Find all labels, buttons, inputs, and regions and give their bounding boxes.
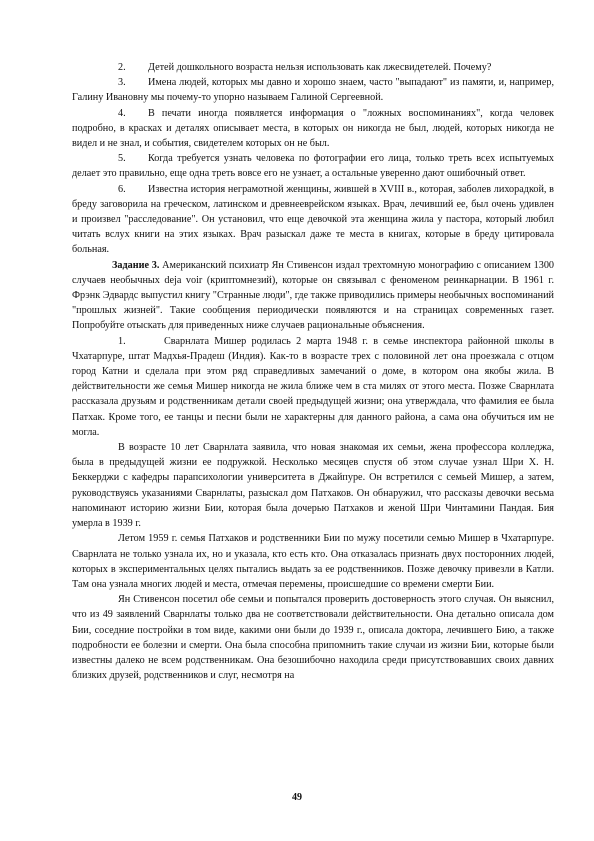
list-item	[72, 182, 554, 258]
list-item-text: Детей дошкольного возраста нельзя использовать как лжесвидетелей. Почему?	[148, 62, 492, 73]
list-item	[72, 60, 554, 75]
task-label: Задание 3.	[112, 259, 160, 271]
body-paragraph: В возрасте 10 лет Сварнлата заявила, что новая знакомая их семьи, жена профессора колледжа, была в предыдущей жизни ее подружкой. Несколько месяцев спустя об этом случае узнал Шри Х. Н. Беккерджи с кафедры парапсихологии университета в Джайпуре. Он встретился с семьей Мишер, а затем, руководствуясь указаниями Сварнлаты, разыскал дом Патхаков. Он обнаружил, что рассказы девочки весьма напоминают историю жизни Бии, которая была дочерью Патхаков и женой Шри Чинтамини Пандая. Бия умерла в 1939 г.	[72, 442, 554, 530]
list-item-number: 6.	[118, 183, 126, 195]
list-item-number: 4.	[118, 107, 126, 119]
document-page	[72, 60, 554, 683]
body-paragraph: Летом 1959 г. семья Патхаков и родственники Бии по мужу посетили семью Мишер в Чхатарпуре. Сварнлата не только узнала их, но и указала, кто есть кто. Она отказалась признать двух посторонних людей, которых в экспериментальных целях пытались выдать за ее родственников. Позже девочку привезли в Катли. Там она узнала многих людей и места, отмечая перемены, происшедшие со времени смерти Бии.	[72, 533, 554, 590]
list-item-text: Когда требуется узнать человека по фотографии его лица, только треть всех испытуемых делает это правильно, еще одна треть вовсе его не узнает, а остальные уверенно дают ошибочный ответ.	[72, 153, 554, 180]
body-paragraph: Ян Стивенсон посетил обе семьи и попытался проверить достоверность этого случая. Он выяснил, что из 49 заявлений Сварнлаты только два не соответствовали действительности. Она детально описала дом Бии, соседние постройки в том виде, какими они были до 1939 г., описала доктора, лечившего Бию, а также подробности ее болезни и смерти. Она была способна припомнить такие случаи из жизни Бии, которые были известны далеко не всем родственникам. Она безошибочно находила среди присутствовавших своих давних близких друзей, родственников и слуг, несмотря на	[72, 594, 554, 682]
task-paragraph	[72, 258, 554, 334]
list-item-text: В печати иногда появляется информация о "ложных воспоминаниях", когда человек подробно, в красках и деталях описывает места, в которых он никогда не был, людей, которых никогда не видел и не знал, и события, свидетелем которых он не был.	[72, 107, 554, 150]
list-item-text: Известна история неграмотной женщины, жившей в XVIII в., которая, заболев лихорадкой, в бреду заговорила на греческом, латинском и древнееврейском языках. Врач, лечивший ее, был очень удивлен и произвел "расследование". Он установил, что еще девочкой эта женщина жила у пастора, который любил читать вслух книги на этих языках. Врач разыскал даже те места в книгах, которые в бреду цитировала больная.	[72, 183, 554, 256]
list-item	[72, 106, 554, 152]
list-item-text: Имена людей, которых мы давно и хорошо знаем, часто "выпадают" из памяти, и, например, Галину Ивановну мы почему-то упорно называем Галиной Сергеевной.	[72, 77, 554, 104]
list-item	[72, 151, 554, 181]
list-item-number: 3.	[118, 77, 126, 89]
case-paragraph	[72, 334, 554, 440]
case-number: 1.	[118, 335, 126, 347]
list-item	[72, 75, 554, 105]
list-item-number: 5.	[118, 153, 126, 165]
numbered-list	[72, 60, 554, 258]
case-text: Сварнлата Мишер родилась 2 марта 1948 г. в семье инспектора районной школы в Чхатарпуре, штат Мадхья-Прадеш (Индия). Как-то в возрасте трех с половиной лет она проезжала с отцом город Катни и сделала при этом ряд справедливых замечаний о доме, в котором она якобы жила. В действительности же семья Мишер никогда не жила ближе чем в ста милях от этого места. Позже Сварнлата рассказала друзьям и родственникам детали своей предыдущей жизни; она утверждала, что фамилия ее была Патхак. Кроме того, ее танцы и песни были не характерны для данного района, а сама она обучиться им не могла.	[72, 335, 554, 438]
task-text: Американский психиатр Ян Стивенсон издал трехтомную монографию с описанием 1300 случаев необычных deja voir (криптомнезий), которые он связывал с феноменом реинкарнации. В 1961 г. Фрэнк Эдвардс выпустил книгу "Странные люди", где также приводились примеры необычных воспоминаний "прошлых жизней". Такие сообщения периодически появляются и на страницах современных газет. Попробуйте отыскать для приведенных ниже случаев рациональные объяснения.	[72, 259, 555, 332]
page-number: 49	[292, 792, 302, 803]
list-item-number: 2.	[118, 62, 126, 73]
